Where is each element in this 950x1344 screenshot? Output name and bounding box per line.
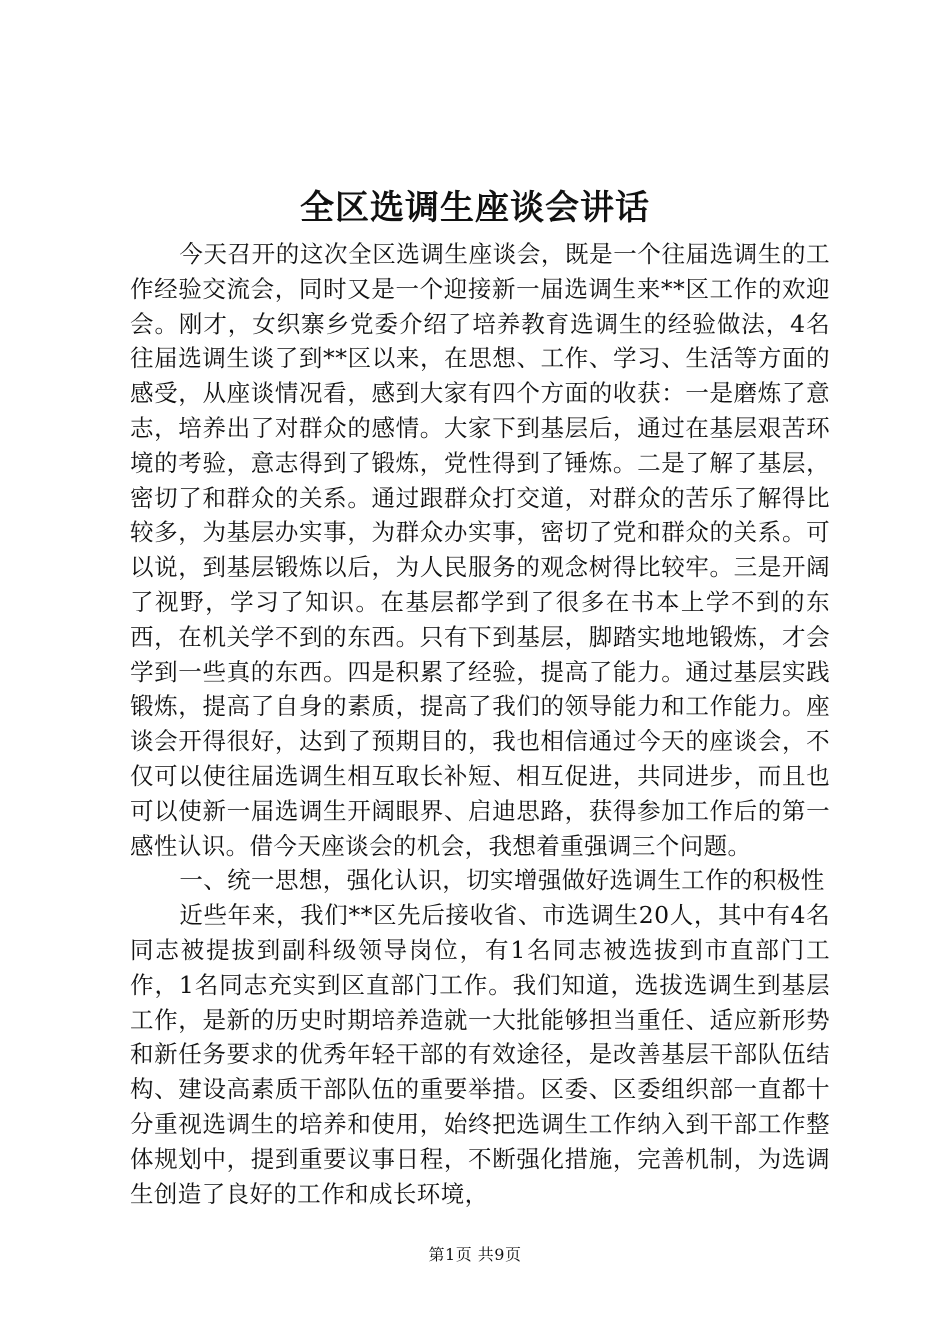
paragraph-section-1: 近些年来，我们**区先后接收省、市选调生20人，其中有4名同志被提拔到副科级领导岗位，有1名同志被选拔到市直部门工作，1名同志充实到区直部门工作。我们知道，选拔选调生到基层工作，是新的历史时期培养造就一大批能够担当重任、适应新形势和新任务要求的优秀年轻干部的有效途径，是改善基层干部队伍结构、建设高素质干部队伍的重要举措。区委、区委组织部一直都十分重视选调生的培养和使用，始终把选调生工作纳入到干部工作整体规划中，提到重要议事日程，不断强化措施，完善机制，为选调生创造了良好的工作和成长环境， (130, 901, 830, 1208)
document-body (130, 237, 830, 1211)
page-footer: 第1页 共9页 (428, 1245, 522, 1264)
document-title: 全区选调生座谈会讲话 (300, 188, 650, 228)
section-heading-1: 一、统一思想，强化认识，切实增强做好选调生工作的积极性 (179, 866, 825, 895)
paragraph-intro: 今天召开的这次全区选调生座谈会，既是一个往届选调生的工作经验交流会，同时又是一个迎接新一届选调生来**区工作的欢迎会。刚才，女织寨乡党委介绍了培养教育选调生的经验做法，4名往届选调生谈了到**区以来，在思想、工作、学习、生活等方面的感受，从座谈情况看，感到大家有四个方面的收获：一是磨炼了意志，培养出了对群众的感情。大家下到基层后，通过在基层艰苦环境的考验，意志得到了锻炼，党性得到了锤炼。二是了解了基层，密切了和群众的关系。通过跟群众打交道，对群众的苦乐了解得比较多，为基层办实事，为群众办实事，密切了党和群众的关系。可以说，到基层锻炼以后，为人民服务的观念树得比较牢。三是开阔了视野，学习了知识。在基层都学到了很多在书本上学不到的东西，在机关学不到的东西。只有下到基层，脚踏实地地锻炼，才会学到一些真的东西。四是积累了经验，提高了能力。通过基层实践锻炼，提高了自身的素质，提高了我们的领导能力和工作能力。座谈会开得很好，达到了预期目的，我也相信通过今天的座谈会，不仅可以使往届选调生相互取长补短、相互促进，共同进步，而且也可以使新一届选调生开阔眼界、启迪思路，获得参加工作后的第一感性认识。借今天座谈会的机会，我想着重强调三个问题。 (130, 240, 830, 860)
